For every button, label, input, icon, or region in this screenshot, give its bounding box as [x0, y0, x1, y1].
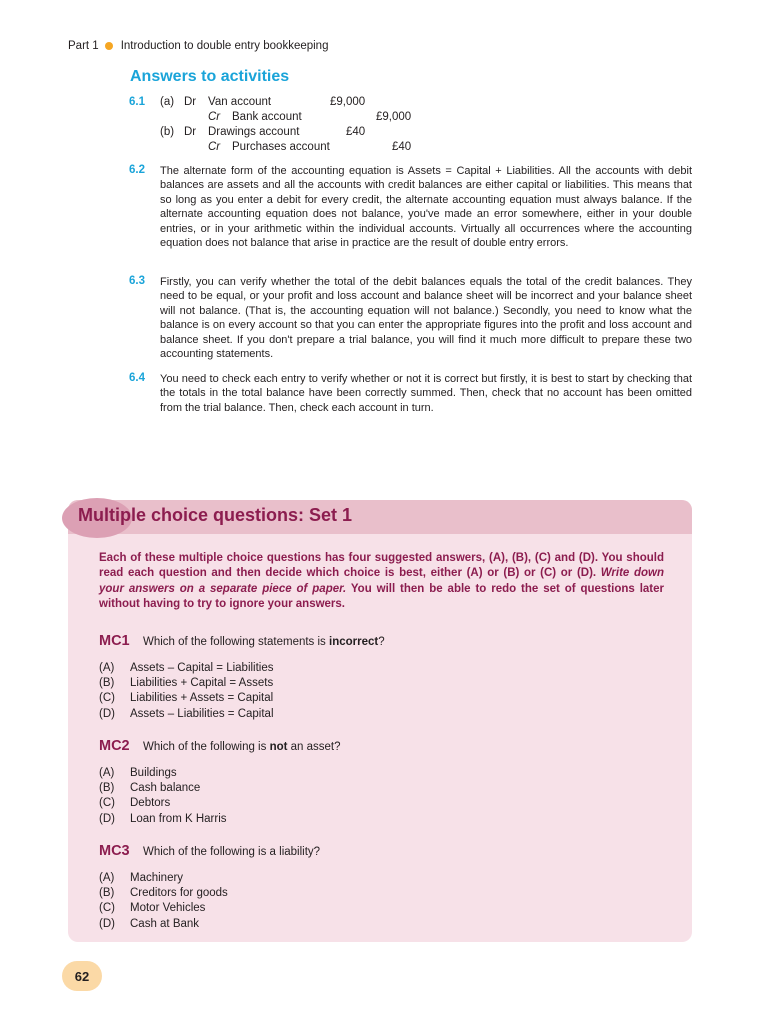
cr-label: Cr: [208, 111, 221, 123]
answer-6-4-text: You need to check each entry to verify whether or not it is correct but firstly, it is best to start by checking that the totals in the total balance have been correctly summed. Then, check that no account has been omitted from the trial balance. Then, check each account in turn.: [160, 373, 692, 414]
option-text: Creditors for goods: [130, 887, 228, 899]
question-text: [143, 846, 320, 858]
answers-heading: Answers to activities: [130, 68, 290, 85]
option-a: [99, 872, 183, 884]
option-b: [99, 782, 200, 794]
option-label: (A): [99, 662, 115, 674]
mcq-heading: Multiple choice questions: Set 1: [78, 505, 353, 525]
option-d: [99, 708, 274, 720]
option-a: [99, 662, 274, 674]
credit-amount: £40: [392, 141, 412, 153]
account-name: Van account: [208, 96, 272, 108]
part-b-label: (b): [160, 126, 175, 138]
option-text: Loan from K Harris: [130, 813, 227, 825]
option-b: [99, 887, 228, 899]
bullet-dot-icon: [105, 42, 113, 50]
answer-number-6-4: 6.4: [129, 372, 145, 384]
option-label: (A): [99, 767, 115, 779]
part-label: Part 1: [68, 40, 99, 52]
option-d: [99, 813, 227, 825]
answer-number-6-3: 6.3: [129, 275, 145, 287]
option-text: Cash balance: [130, 782, 201, 794]
option-label: (A): [99, 872, 115, 884]
answer-number-6-2: 6.2: [129, 164, 145, 176]
option-c: [99, 797, 170, 809]
dr-label: Dr: [184, 126, 197, 138]
option-b: [99, 677, 273, 689]
credit-amount: £9,000: [376, 111, 412, 123]
option-label: (C): [99, 692, 115, 704]
question-text-pre: Which of the following is: [143, 741, 270, 753]
question-text: [143, 636, 385, 648]
dr-label: Dr: [184, 96, 197, 108]
answer-number-6-1: 6.1: [129, 96, 145, 108]
option-d: [99, 918, 199, 930]
answer-6-2-text: The alternate form of the accounting equation is Assets = Capital + Liabilities. All the accounts with debit balances are assets and all the accounts with credit balances are either capital or liabilities. This means that so long as you enter a debit for every credit, the alternate accounting equation must always balance. If the alternate accounting equation does not balance, you've made an error somewhere, either in your double entries, or in your arithmetic within the individual accounts. Virtually all occurrences where the accounting equation does not balance that arise in practice are the result of double entry errors.: [160, 165, 692, 250]
option-text: Machinery: [130, 872, 184, 884]
mcq-instructions: [99, 551, 664, 613]
question-number: MC3: [99, 843, 130, 859]
option-label: (B): [99, 782, 115, 794]
question-text-post: ?: [378, 636, 385, 648]
option-label: (C): [99, 902, 115, 914]
option-c: [99, 902, 205, 914]
question-text-pre: Which of the following statements is: [143, 636, 329, 648]
account-name: Bank account: [232, 111, 302, 123]
option-text: Motor Vehicles: [130, 902, 206, 914]
option-label: (D): [99, 813, 115, 825]
option-c: [99, 692, 273, 704]
account-name: Purchases account: [232, 141, 330, 153]
option-label: (C): [99, 797, 115, 809]
option-text: Cash at Bank: [130, 918, 200, 930]
question-number: MC1: [99, 633, 130, 649]
option-a: [99, 767, 177, 779]
part-a-label: (a): [160, 96, 175, 108]
option-text: Debtors: [130, 797, 171, 809]
cr-label: Cr: [208, 141, 221, 153]
chapter-title: Introduction to double entry bookkeeping: [120, 40, 329, 52]
option-label: (B): [99, 677, 115, 689]
question-text-post: an asset?: [287, 741, 341, 753]
option-text: Assets – Capital = Liabilities: [130, 662, 274, 674]
question-text: [143, 741, 341, 753]
instructions-part-1: Each of these multiple choice questions has four suggested answers, (A), (B), (C) and (D). You should read each question and then decide which choice is best, either (A) or (B) or (C) or (D).: [99, 552, 664, 580]
option-label: (B): [99, 887, 115, 899]
question-text-pre: Which of the following is a liability?: [143, 846, 321, 858]
question-text-bold: not: [269, 741, 288, 753]
option-text: Buildings: [130, 767, 177, 779]
page-number: 62: [62, 961, 102, 991]
option-label: (D): [99, 708, 115, 720]
debit-amount: £40: [346, 126, 366, 138]
option-text: Assets – Liabilities = Capital: [130, 708, 274, 720]
option-label: (D): [99, 918, 115, 930]
option-text: Liabilities + Capital = Assets: [130, 677, 274, 689]
answer-6-3-text: Firstly, you can verify whether the total of the debit balances equals the total of the credit balances. They need to be equal, or your profit and loss account and balance sheet will be incorrect and your balance sheet will not balance. (That is, the accounting equation will not balance.) Secondly, you need to know what the balance is on every account so that you can enter the appropriate figures into the profit and loss account and balance sheet. If you don't prepare a trial balance, you will find it much more difficult to prepare these two accounting statements.: [160, 276, 692, 361]
account-name: Drawings account: [208, 126, 300, 138]
running-header: [68, 40, 328, 52]
debit-amount: £9,000: [330, 96, 366, 108]
question-text-bold: incorrect: [329, 636, 379, 648]
instructions-emphasis: Write down your answers on a separate piece of paper.: [99, 567, 665, 595]
question-number: MC2: [99, 738, 130, 754]
option-text: Liabilities + Assets = Capital: [130, 692, 274, 704]
instructions-part-2: You will then be able to redo the set of questions later without having to try to ignore your answers.: [99, 582, 664, 611]
